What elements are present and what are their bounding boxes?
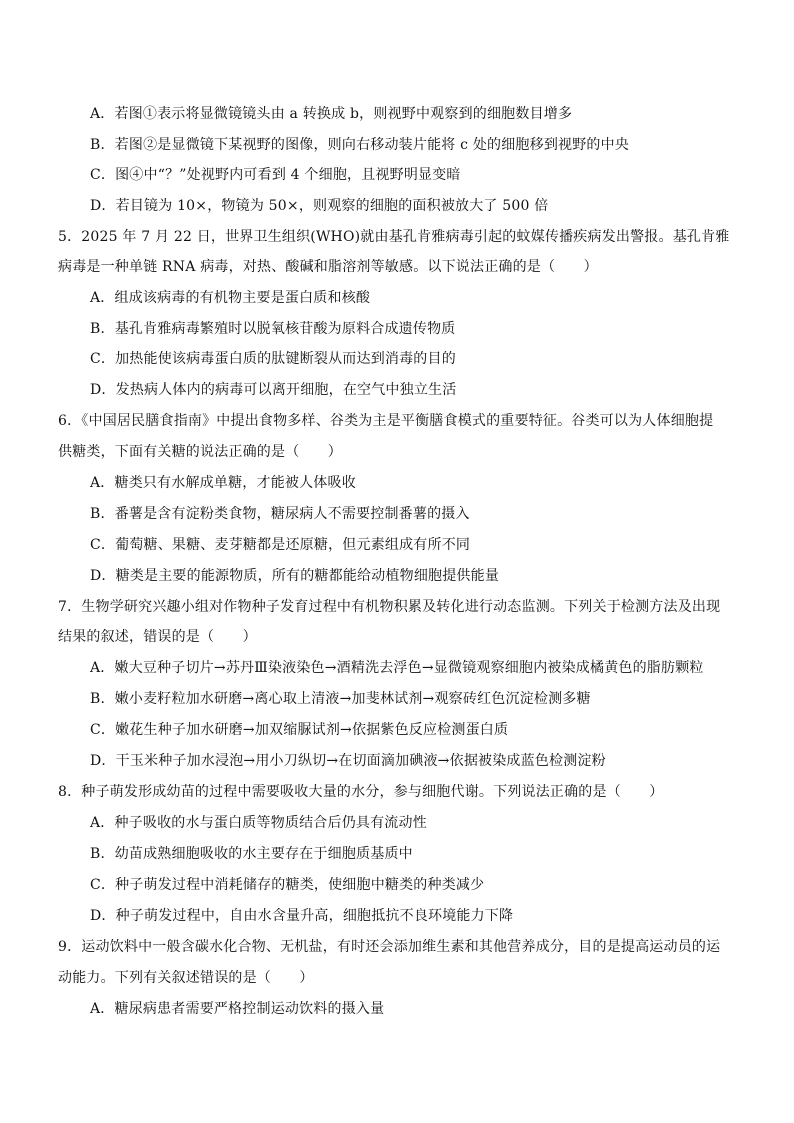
q5-option-b: B．基孔肯雅病毒繁殖时以脱氧核苷酸为原料合成遗传物质 — [90, 321, 456, 337]
option-c: C．图④中“？”处视野内可看到 4 个细胞，且视野明显变暗 — [90, 167, 461, 183]
q5-option-d: D．发热病人体内的病毒可以离开细胞，在空气中独立生活 — [90, 382, 457, 398]
question-5-stem: 5．2025 年 7 月 22 日，世界卫生组织(WHO)就由基孔肯雅病毒引起的蚊媒传播疾病发出警报。基孔肯雅 — [58, 229, 730, 245]
question-8-stem: 8．种子萌发形成幼苗的过程中需要吸收大量的水分，参与细胞代谢。下列说法正确的是（ ） — [58, 784, 664, 800]
q8-option-b: B．幼苗成熟细胞吸收的水主要存在于细胞质基质中 — [90, 846, 413, 862]
q7-option-b: B．嫩小麦籽粒加水研磨→离心取上清液→加斐林试剂→观察砖红色沉淀检测多糖 — [90, 691, 591, 707]
option-d: D．若目镜为 10×，物镜为 50×，则观察的细胞的面积被放大了 500 倍 — [90, 198, 549, 214]
question-7-stem-cont: 结果的叙述，错误的是（ ） — [58, 629, 257, 645]
q5-option-a: A．组成该病毒的有机物主要是蛋白质和核酸 — [90, 290, 371, 306]
question-7-stem: 7．生物学研究兴趣小组对作物种子发育过程中有机物积累及转化进行动态监测。下列关于检测方法及出现 — [58, 599, 721, 615]
q8-option-c: C．种子萌发过程中消耗储存的糖类，使细胞中糖类的种类减少 — [90, 877, 485, 893]
q5-option-c: C．加热能使该病毒蛋白质的肽键断裂从而达到消毒的目的 — [90, 351, 456, 367]
q9-option-a: A．糖尿病患者需要严格控制运动饮料的摄入量 — [90, 1001, 385, 1017]
q8-option-d: D．种子萌发过程中，自由水含量升高，细胞抵抗不良环境能力下降 — [90, 908, 514, 924]
q6-option-c: C．葡萄糖、果糖、麦芽糖都是还原糖，但元素组成有所不同 — [90, 537, 471, 553]
question-9-stem-cont: 动能力。下列有关叙述错误的是（ ） — [58, 970, 314, 986]
question-6-stem: 6．《中国居民膳食指南》中提出食物多样、谷类为主是平衡膳食模式的重要特征。谷类可以为人体细胞提 — [58, 413, 714, 429]
q7-option-c: C．嫩花生种子加水研磨→加双缩脲试剂→依据紫色反应检测蛋白质 — [90, 722, 509, 738]
q7-option-d: D．干玉米种子加水浸泡→用小刀纵切→在切面滴加碘液→依据被染成蓝色检测淀粉 — [90, 753, 606, 769]
question-6-stem-cont: 供糖类，下面有关糖的说法正确的是（ ） — [58, 444, 342, 460]
option-a: A．若图①表示将显微镜镜头由 a 转换成 b，则视野中观察到的细胞数目增多 — [90, 106, 573, 122]
q6-option-d: D．糖类是主要的能源物质，所有的糖都能给动植物细胞提供能量 — [90, 568, 500, 584]
q8-option-a: A．种子吸收的水与蛋白质等物质结合后仍具有流动性 — [90, 815, 427, 831]
q6-option-a: A．糖类只有水解成单糖，才能被人体吸收 — [90, 475, 356, 491]
q7-option-a: A．嫩大豆种子切片→苏丹Ⅲ染液染色→酒精洗去浮色→显微镜观察细胞内被染成橘黄色的脂肪颗粒 — [90, 660, 704, 676]
q6-option-b: B．番薯是含有淀粉类食物，糖尿病人不需要控制番薯的摄入 — [90, 506, 470, 522]
question-5-stem-cont: 病毒是一种单链 RNA 病毒，对热、酸碱和脂溶剂等敏感。以下说法正确的是（ ） — [58, 259, 598, 275]
option-b: B．若图②是显微镜下某视野的图像，则向右移动装片能将 c 处的细胞移到视野的中央 — [90, 137, 630, 153]
question-9-stem: 9．运动饮料中一般含碳水化合物、无机盐，有时还会添加维生素和其他营养成分，目的是提高运动员的运 — [58, 939, 721, 955]
